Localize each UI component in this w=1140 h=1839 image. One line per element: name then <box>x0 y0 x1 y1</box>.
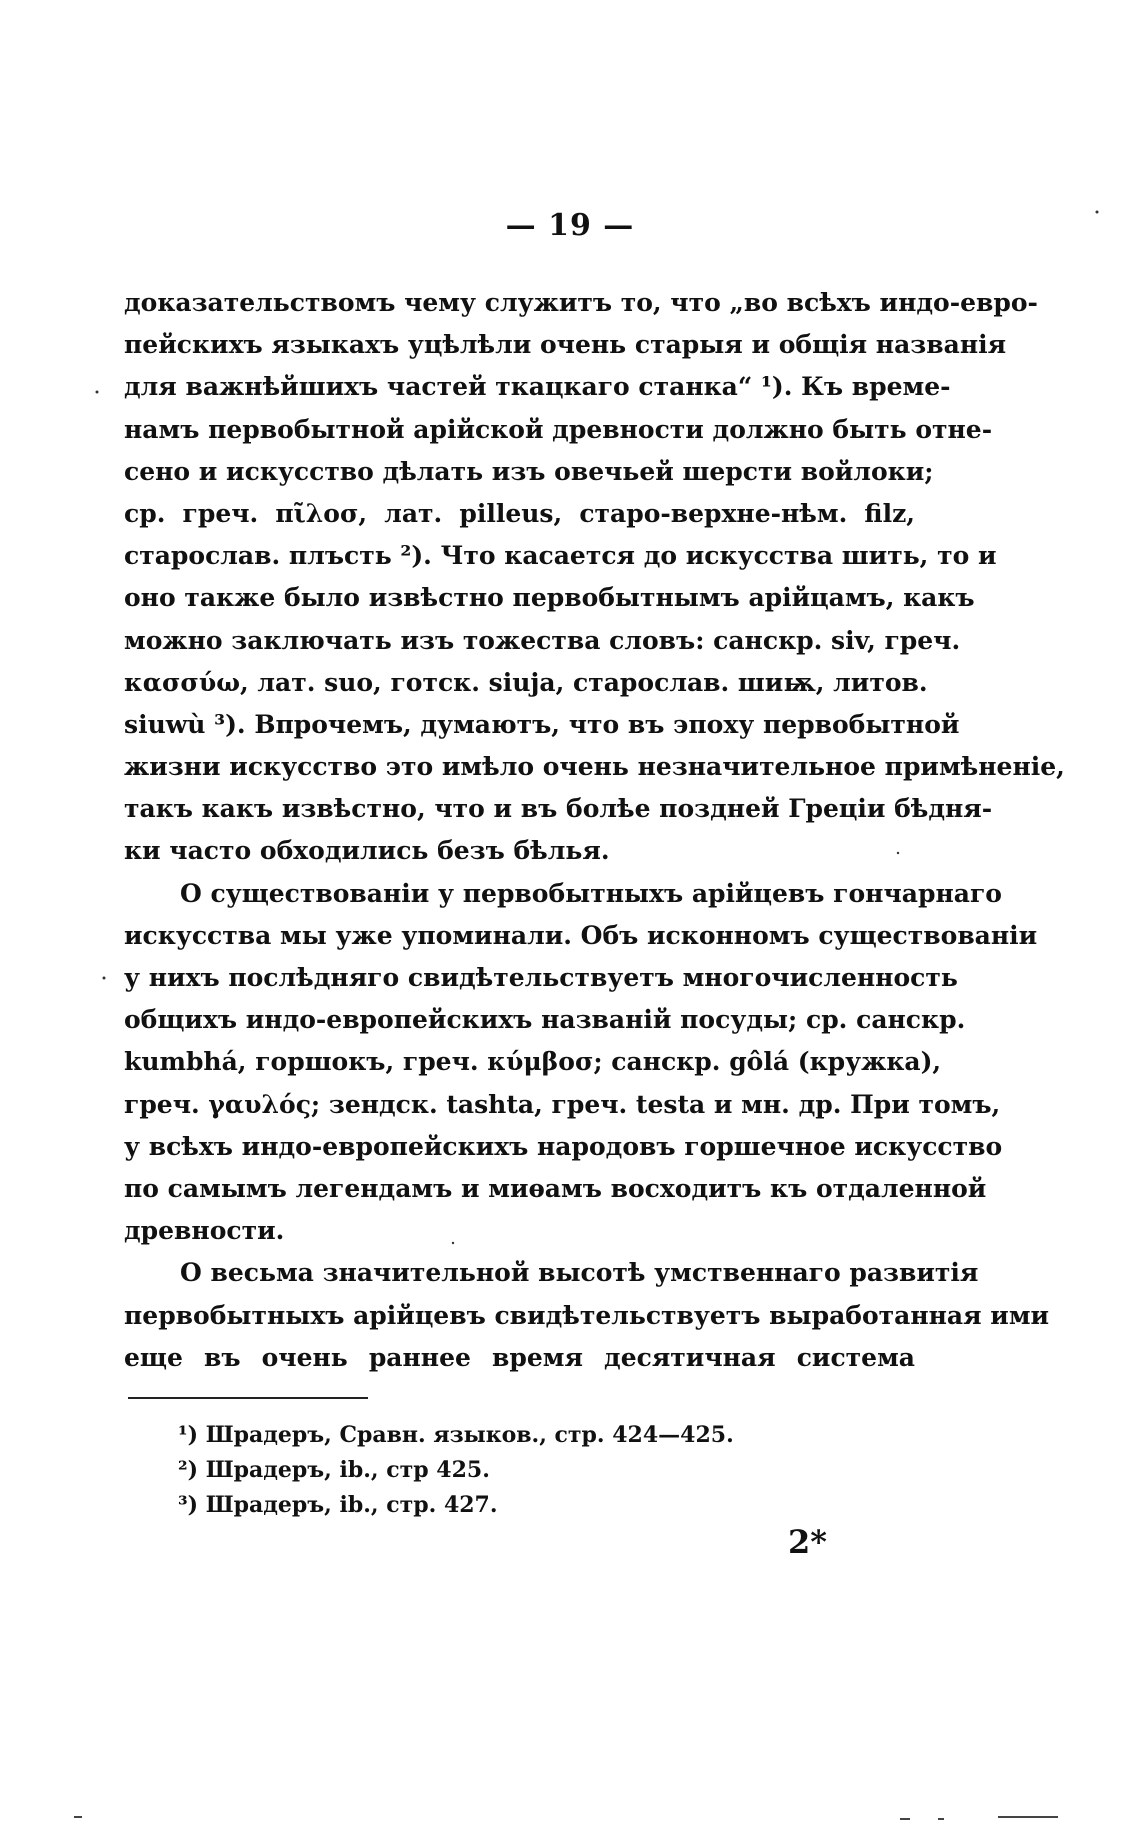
text-line: жизни искусство это имѣло очень незначительное примѣненіе, <box>124 752 1065 782</box>
text-line: пейскихъ языкахъ уцѣлѣли очень старыя и общія названія <box>124 330 1007 360</box>
text-line: сено и искусство дѣлать изъ овечьей шерсти войлоки; <box>124 456 934 486</box>
ink-speck <box>96 391 99 394</box>
text-line: можно заключать изъ тожества словъ: санскр. siv, греч. <box>124 625 961 655</box>
scan-edge-mark <box>998 1816 1058 1818</box>
paragraph-first-line: О весьма значительной высотѣ умственнаго развитія <box>180 1258 979 1288</box>
text-line: для важнѣйшихъ частей ткацкаго станка“ ¹). Къ време- <box>124 372 951 402</box>
footnote-text: Шрадеръ, Сравн. языков., стр. 424—425. <box>205 1422 734 1448</box>
text-line: по самымъ легендамъ и миѳамъ восходитъ къ отдаленной <box>124 1173 987 1203</box>
scan-edge-mark <box>938 1818 944 1820</box>
text-line: у нихъ послѣдняго свидѣтельствуетъ многочисленность <box>124 963 958 992</box>
footnote-text: Шрадеръ, ib., стр 425. <box>205 1457 490 1483</box>
scan-edge-mark <box>900 1818 910 1820</box>
footnote-text: Шрадеръ, ib., стр. 427. <box>205 1492 498 1518</box>
footnote-mark: ³) <box>178 1492 199 1518</box>
footnote-divider <box>128 1397 368 1399</box>
text-line: еще въ очень раннее время десятичная система <box>124 1342 915 1372</box>
scan-edge-mark <box>74 1816 82 1818</box>
text-line: такъ какъ извѣстно, что и въ болѣе поздней Греціи бѣдня- <box>124 794 993 824</box>
text-line: намъ первобытной арійской древности должно быть отне- <box>124 414 993 444</box>
text-line: ср. греч. πῖλοσ, лат. pilleus, старо-верхне-нѣм. filz, <box>124 498 915 528</box>
ink-speck <box>103 977 106 980</box>
footnote-mark: ²) <box>178 1457 199 1483</box>
text-line: оно также было извѣстно первобытнымъ арійцамъ, какъ <box>124 583 975 613</box>
text-line: siuwù ³). Впрочемъ, думаютъ, что въ эпоху первобытной <box>124 709 960 739</box>
text-line: ки часто обходились безъ бѣлья. <box>124 836 610 866</box>
text-line: у всѣхъ индо-европейскихъ народовъ горшечное искусство <box>124 1131 1003 1161</box>
footnote-mark: ¹) <box>178 1422 199 1448</box>
text-line: старослав. плъсть ²). Что касается до искусства шить, то и <box>124 541 997 571</box>
body-text <box>124 282 1065 1379</box>
text-line: греч. γαυλός; зендск. tashta, греч. testa и мн. др. При томъ, <box>124 1089 1001 1119</box>
text-line: искусства мы уже упоминали. Объ исконномъ существованіи <box>124 920 1038 950</box>
text-line: доказательствомъ чему служитъ то, что „во всѣхъ индо-евро- <box>124 288 1038 317</box>
footnote <box>178 1453 878 1488</box>
text-line: общихъ индо-европейскихъ названій посуды; ср. санскр. <box>124 1005 966 1035</box>
text-line: первобытныхъ арійцевъ свидѣтельствуетъ выработанная ими <box>124 1300 1050 1330</box>
footnote <box>178 1488 878 1523</box>
paragraph-first-line: О существованіи у первобытныхъ арійцевъ гончарнаго <box>180 878 1002 908</box>
footnotes <box>178 1418 878 1523</box>
signature-mark: 2* <box>788 1523 827 1561</box>
text-line: κασσύω, лат. suo, готск. siuja, старослав. шиѭ, литов. <box>124 667 928 697</box>
text-line: древности. <box>124 1216 285 1246</box>
page-number: — 19 — <box>505 208 635 243</box>
footnote <box>178 1418 878 1453</box>
text-line: kumbhá, горшокъ, греч. κύμβοσ; санскр. gôlá (кружка), <box>124 1047 942 1077</box>
